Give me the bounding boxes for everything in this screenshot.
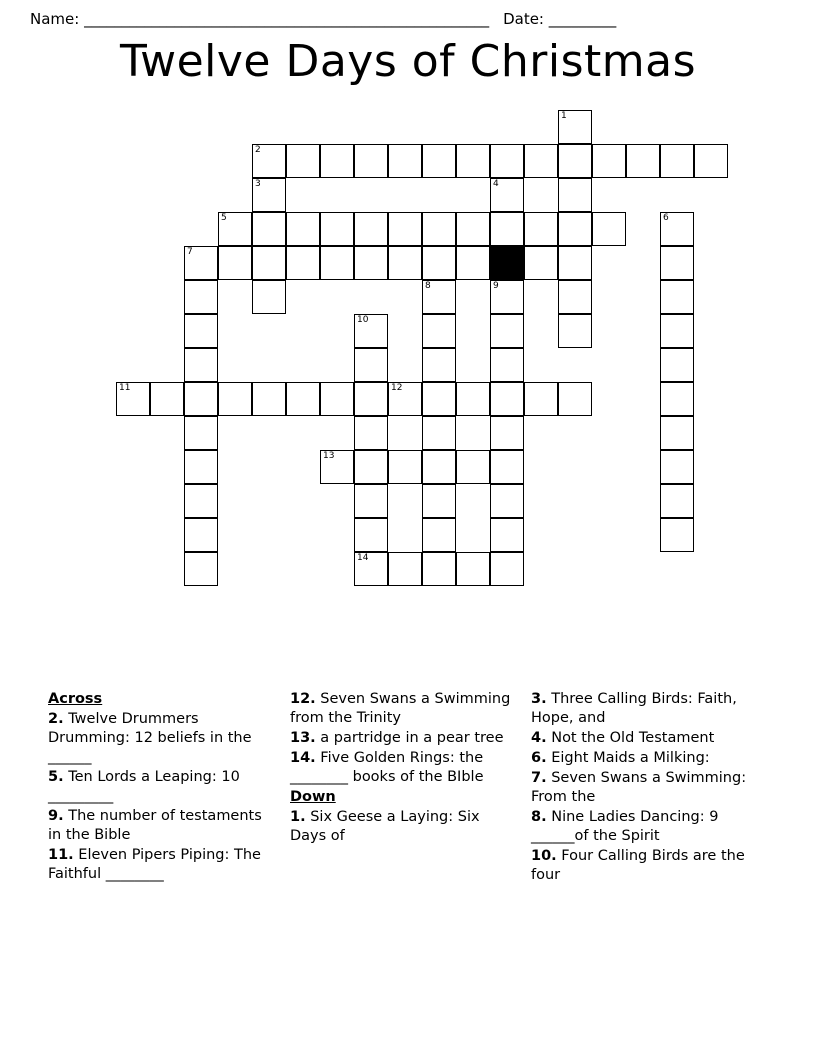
- grid-cell[interactable]: [184, 552, 218, 586]
- clues-column-3: [531, 690, 763, 886]
- grid-cell[interactable]: [354, 144, 388, 178]
- grid-cell[interactable]: [490, 280, 524, 314]
- clue-number: 8.: [531, 809, 547, 825]
- grid-cell[interactable]: [252, 382, 286, 416]
- grid-cell[interactable]: [388, 552, 422, 586]
- grid-cell[interactable]: [320, 212, 354, 246]
- clue-text: Seven Swans a Swimming: From the: [531, 770, 747, 805]
- grid-cell[interactable]: [422, 212, 456, 246]
- grid-cell[interactable]: [354, 314, 388, 348]
- clue-item: [290, 808, 518, 846]
- grid-cell[interactable]: [286, 246, 320, 280]
- clue-text: Not the Old Testament: [546, 730, 715, 746]
- grid-cell[interactable]: [558, 178, 592, 212]
- grid-cell[interactable]: [286, 212, 320, 246]
- clue-item: [48, 768, 263, 806]
- down-clue-list: [290, 808, 518, 846]
- grid-cell[interactable]: [490, 552, 524, 586]
- grid-cell-number: 8: [425, 281, 431, 291]
- grid-cell[interactable]: [184, 280, 218, 314]
- grid-cell-number: 4: [493, 179, 499, 189]
- grid-cell[interactable]: [354, 348, 388, 382]
- clue-number: 11.: [48, 847, 74, 863]
- clue-item: [531, 847, 763, 885]
- grid-cell[interactable]: [660, 348, 694, 382]
- grid-cell[interactable]: [626, 144, 660, 178]
- grid-cell[interactable]: [660, 314, 694, 348]
- grid-cell[interactable]: [184, 484, 218, 518]
- grid-cell-number: 14: [357, 553, 369, 563]
- clue-item: [48, 807, 263, 845]
- grid-cell[interactable]: [218, 382, 252, 416]
- grid-cell-number: 11: [119, 383, 131, 393]
- grid-cell[interactable]: [184, 450, 218, 484]
- grid-cell[interactable]: [558, 280, 592, 314]
- clue-text: Seven Swans a Swimming from the Trinity: [290, 691, 511, 726]
- clue-number: 14.: [290, 750, 316, 766]
- clue-item: [531, 749, 763, 768]
- grid-cell[interactable]: [558, 382, 592, 416]
- grid-cell[interactable]: [388, 144, 422, 178]
- grid-cell[interactable]: [422, 518, 456, 552]
- grid-cell[interactable]: [490, 450, 524, 484]
- clue-text: The number of testaments in the Bible: [48, 808, 262, 843]
- clue-item: [290, 729, 518, 748]
- clue-item: [48, 846, 263, 884]
- grid-cell[interactable]: [456, 246, 490, 280]
- clue-number: 4.: [531, 730, 547, 746]
- crossword-grid[interactable]: [0, 100, 816, 620]
- grid-cell[interactable]: [320, 246, 354, 280]
- clue-number: 13.: [290, 730, 316, 746]
- grid-cell[interactable]: [456, 144, 490, 178]
- grid-cell[interactable]: [422, 416, 456, 450]
- clue-text: Eight Maids a Milking:: [546, 750, 710, 766]
- grid-cell[interactable]: [490, 518, 524, 552]
- grid-cell[interactable]: [422, 552, 456, 586]
- grid-cell[interactable]: [184, 246, 218, 280]
- across-heading: Across: [48, 691, 103, 707]
- grid-cell[interactable]: [490, 484, 524, 518]
- grid-cell[interactable]: [660, 212, 694, 246]
- grid-cell[interactable]: [490, 178, 524, 212]
- grid-cell[interactable]: [558, 212, 592, 246]
- grid-cell[interactable]: [660, 280, 694, 314]
- grid-cell[interactable]: [592, 144, 626, 178]
- grid-cell[interactable]: [660, 518, 694, 552]
- grid-cell[interactable]: [354, 382, 388, 416]
- clue-text: Nine Ladies Dancing: 9 ______of the Spirit: [531, 809, 719, 844]
- grid-cell[interactable]: [660, 246, 694, 280]
- grid-cell[interactable]: [490, 144, 524, 178]
- grid-cell-number: 6: [663, 213, 669, 223]
- grid-cell[interactable]: [660, 144, 694, 178]
- grid-cell[interactable]: [422, 246, 456, 280]
- clue-item: [290, 749, 518, 787]
- clue-text: Five Golden Rings: the ________ books of the BIble: [290, 750, 484, 785]
- grid-cell[interactable]: [388, 382, 422, 416]
- grid-cell[interactable]: [422, 280, 456, 314]
- grid-cell[interactable]: [422, 382, 456, 416]
- grid-cell-number: 3: [255, 179, 261, 189]
- grid-cell-number: 2: [255, 145, 261, 155]
- grid-cell[interactable]: [218, 212, 252, 246]
- grid-cell[interactable]: [558, 110, 592, 144]
- clue-number: 6.: [531, 750, 547, 766]
- clue-number: 5.: [48, 769, 64, 785]
- grid-cell[interactable]: [422, 314, 456, 348]
- grid-cell[interactable]: [456, 382, 490, 416]
- grid-cell[interactable]: [422, 144, 456, 178]
- grid-cell[interactable]: [524, 144, 558, 178]
- grid-cell[interactable]: [490, 382, 524, 416]
- clues-column-1: [48, 690, 263, 885]
- grid-cell-number: 5: [221, 213, 227, 223]
- grid-cell[interactable]: [422, 484, 456, 518]
- grid-cell[interactable]: [422, 348, 456, 382]
- grid-cell[interactable]: [252, 280, 286, 314]
- grid-cell-number: 1: [561, 111, 567, 121]
- grid-cell[interactable]: [184, 314, 218, 348]
- clue-item: [290, 690, 518, 728]
- clue-number: 12.: [290, 691, 316, 707]
- grid-cell[interactable]: [354, 484, 388, 518]
- grid-cell[interactable]: [456, 552, 490, 586]
- grid-cell[interactable]: [320, 144, 354, 178]
- grid-cell[interactable]: [422, 450, 456, 484]
- grid-cell[interactable]: [354, 212, 388, 246]
- clue-text: Eleven Pipers Piping: The Faithful ________: [48, 847, 261, 882]
- grid-cell[interactable]: [252, 212, 286, 246]
- grid-cell[interactable]: [456, 450, 490, 484]
- grid-cell[interactable]: [388, 450, 422, 484]
- grid-cell[interactable]: [354, 246, 388, 280]
- grid-cell-blocked: [490, 246, 524, 280]
- grid-cell[interactable]: [286, 382, 320, 416]
- grid-cell[interactable]: [354, 552, 388, 586]
- grid-cell[interactable]: [490, 314, 524, 348]
- date-field-label: Date: _________: [503, 10, 617, 28]
- across-clue-list-continued: [290, 690, 518, 787]
- clue-number: 9.: [48, 808, 64, 824]
- grid-cell[interactable]: [524, 246, 558, 280]
- grid-cell[interactable]: [354, 416, 388, 450]
- grid-cell[interactable]: [558, 144, 592, 178]
- grid-cell-number: 9: [493, 281, 499, 291]
- clue-text: a partridge in a pear tree: [315, 730, 504, 746]
- grid-cell[interactable]: [252, 178, 286, 212]
- grid-cell[interactable]: [388, 246, 422, 280]
- grid-cell[interactable]: [524, 382, 558, 416]
- grid-cell[interactable]: [558, 314, 592, 348]
- grid-cell[interactable]: [558, 246, 592, 280]
- clue-text: Ten Lords a Leaping: 10 _________: [48, 769, 240, 804]
- page-title: Twelve Days of Christmas: [119, 36, 696, 87]
- grid-cell[interactable]: [286, 144, 320, 178]
- grid-cell[interactable]: [218, 246, 252, 280]
- grid-cell[interactable]: [116, 382, 150, 416]
- clue-number: 7.: [531, 770, 547, 786]
- grid-cell[interactable]: [252, 144, 286, 178]
- grid-cell[interactable]: [320, 382, 354, 416]
- grid-cell[interactable]: [490, 348, 524, 382]
- grid-cell[interactable]: [388, 212, 422, 246]
- clue-item: [531, 769, 763, 807]
- clues-section: [0, 690, 816, 970]
- clue-item: [531, 690, 763, 728]
- name-field-label: Name: ______________________________________________________: [30, 10, 490, 28]
- clue-text: Twelve Drummers Drumming: 12 beliefs in the ______: [48, 711, 252, 765]
- clue-number: 2.: [48, 711, 64, 727]
- clue-number: 3.: [531, 691, 547, 707]
- down-heading: Down: [290, 789, 336, 805]
- clue-number: 10.: [531, 848, 557, 864]
- clue-item: [531, 729, 763, 748]
- down-clue-list-continued: [531, 690, 763, 885]
- grid-cell[interactable]: [660, 484, 694, 518]
- grid-cell[interactable]: [660, 382, 694, 416]
- grid-cell-number: 10: [357, 315, 369, 325]
- grid-cell[interactable]: [456, 212, 490, 246]
- grid-cell[interactable]: [320, 450, 354, 484]
- clue-text: Six Geese a Laying: Six Days of: [290, 809, 480, 844]
- grid-cell[interactable]: [184, 416, 218, 450]
- grid-cell[interactable]: [354, 450, 388, 484]
- clues-column-2: [290, 690, 518, 847]
- grid-cell[interactable]: [660, 416, 694, 450]
- grid-cell[interactable]: [184, 382, 218, 416]
- grid-cell-number: 7: [187, 247, 193, 257]
- across-clue-list: [48, 710, 263, 884]
- grid-cell[interactable]: [490, 416, 524, 450]
- clue-item: [48, 710, 263, 767]
- grid-cell[interactable]: [592, 212, 626, 246]
- clue-text: Four Calling Birds are the four: [531, 848, 745, 883]
- grid-cell[interactable]: [490, 212, 524, 246]
- grid-cell[interactable]: [660, 450, 694, 484]
- grid-cell[interactable]: [354, 518, 388, 552]
- grid-cell[interactable]: [150, 382, 184, 416]
- clue-text: Three Calling Birds: Faith, Hope, and: [531, 691, 737, 726]
- grid-cell[interactable]: [694, 144, 728, 178]
- clue-item: [531, 808, 763, 846]
- grid-cell[interactable]: [184, 518, 218, 552]
- grid-cell-number: 13: [323, 451, 335, 461]
- worksheet-header: [0, 0, 816, 28]
- grid-cell[interactable]: [184, 348, 218, 382]
- clue-number: 1.: [290, 809, 306, 825]
- grid-cell[interactable]: [524, 212, 558, 246]
- grid-cell[interactable]: [252, 246, 286, 280]
- grid-cell-number: 12: [391, 383, 403, 393]
